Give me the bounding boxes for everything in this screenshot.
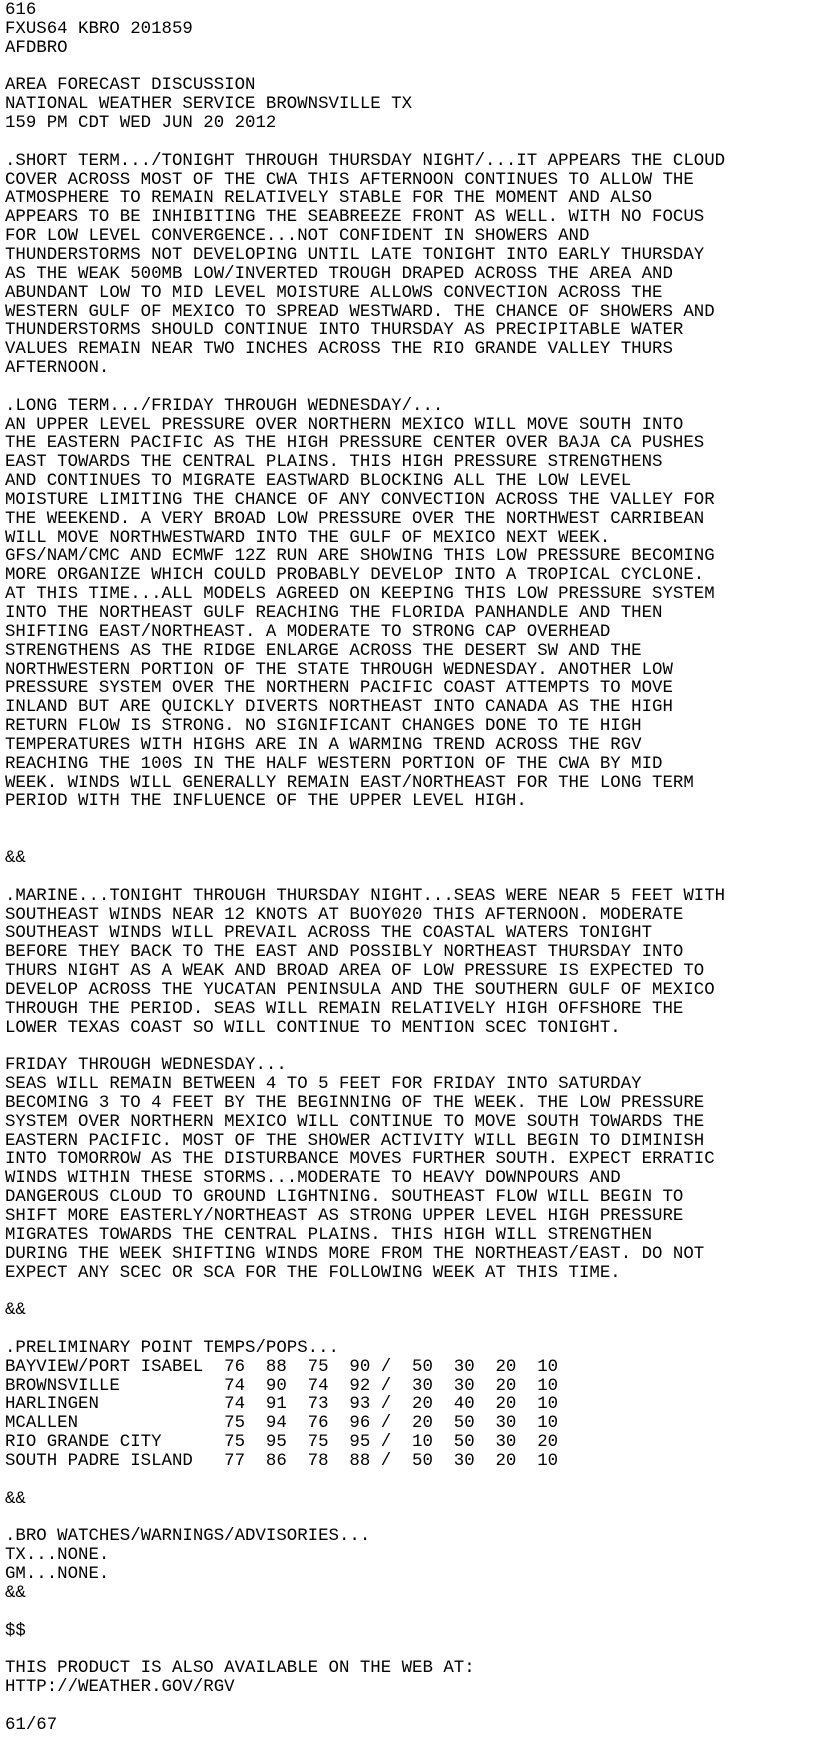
text-line: SHIFTING EAST/NORTHEAST. A MODERATE TO STRONG CAP OVERHEAD	[5, 622, 611, 642]
forecast-discussion-text	[5, 2, 837, 1736]
text-line: RIO GRANDE CITY 75 95 75 95 / 10 50 30 20	[5, 1433, 559, 1453]
text-line: APPEARS TO BE INHIBITING THE SEABREEZE FRONT AS WELL. WITH NO FOCUS	[5, 208, 705, 228]
text-line: 61/67	[5, 1715, 58, 1735]
text-line: MIGRATES TOWARDS THE CENTRAL PLAINS. THIS HIGH WILL STRENGTHEN	[5, 1225, 653, 1245]
text-line: THROUGH THE PERIOD. SEAS WILL REMAIN RELATIVELY HIGH OFFSHORE THE	[5, 999, 684, 1019]
text-line: EASTERN PACIFIC. MOST OF THE SHOWER ACTIVITY WILL BEGIN TO DIMINISH	[5, 1131, 705, 1151]
text-line: COVER ACROSS MOST OF THE CWA THIS AFTERNOON CONTINUES TO ALLOW THE	[5, 170, 694, 190]
text-line: AS THE WEAK 500MB LOW/INVERTED TROUGH DRAPED ACROSS THE AREA AND	[5, 264, 673, 284]
text-line: THURS NIGHT AS A WEAK AND BROAD AREA OF LOW PRESSURE IS EXPECTED TO	[5, 962, 705, 982]
text-line: VALUES REMAIN NEAR TWO INCHES ACROSS THE RIO GRANDE VALLEY THURS	[5, 340, 673, 360]
text-line: SOUTHEAST WINDS WILL PREVAIL ACROSS THE COASTAL WATERS TONIGHT	[5, 924, 653, 944]
text-line: &&	[5, 1301, 26, 1321]
blank-line	[5, 379, 837, 398]
text-line: DANGEROUS CLOUD TO GROUND LIGHTNING. SOUTHEAST FLOW WILL BEGIN TO	[5, 1188, 684, 1208]
text-line: MORE ORGANIZE WHICH COULD PROBABLY DEVELOP INTO A TROPICAL CYCLONE.	[5, 566, 705, 586]
blank-line	[5, 59, 837, 78]
text-line: AREA FORECAST DISCUSSION	[5, 76, 256, 96]
text-line: NORTHWESTERN PORTION OF THE STATE THROUGH WEDNESDAY. ANOTHER LOW	[5, 660, 673, 680]
blank-line	[5, 831, 837, 850]
text-line: .SHORT TERM.../TONIGHT THROUGH THURSDAY NIGHT/...IT APPEARS THE CLOUD	[5, 151, 726, 171]
text-line: AT THIS TIME...ALL MODELS AGREED ON KEEPING THIS LOW PRESSURE SYSTEM	[5, 585, 715, 605]
text-line: 159 PM CDT WED JUN 20 2012	[5, 114, 277, 134]
text-line: DURING THE WEEK SHIFTING WINDS MORE FROM THE NORTHEAST/EAST. DO NOT	[5, 1244, 705, 1264]
text-line: &&	[5, 1489, 26, 1509]
text-line: SOUTHEAST WINDS NEAR 12 KNOTS AT BUOY020 THIS AFTERNOON. MODERATE	[5, 905, 684, 925]
text-line: GFS/NAM/CMC AND ECMWF 12Z RUN ARE SHOWING THIS LOW PRESSURE BECOMING	[5, 547, 715, 567]
text-line: ATMOSPHERE TO REMAIN RELATIVELY STABLE FOR THE MOMENT AND ALSO	[5, 189, 653, 209]
blank-line	[5, 1698, 837, 1717]
text-line: AFTERNOON.	[5, 359, 110, 379]
text-line: .MARINE...TONIGHT THROUGH THURSDAY NIGHT...SEAS WERE NEAR 5 FEET WITH	[5, 886, 726, 906]
text-line: 616	[5, 1, 37, 20]
text-line: INLAND BUT ARE QUICKLY DIVERTS NORTHEAST INTO CANADA AS THE HIGH	[5, 698, 673, 718]
blank-line	[5, 1641, 837, 1660]
text-line: .BRO WATCHES/WARNINGS/ADVISORIES...	[5, 1527, 371, 1547]
text-line: MCALLEN 75 94 76 96 / 20 50 30 10	[5, 1414, 559, 1434]
text-line: WESTERN GULF OF MEXICO TO SPREAD WESTWARD. THE CHANCE OF SHOWERS AND	[5, 302, 715, 322]
text-line: NATIONAL WEATHER SERVICE BROWNSVILLE TX	[5, 95, 413, 115]
text-line: TX...NONE.	[5, 1546, 110, 1566]
text-line: FXUS64 KBRO 201859	[5, 19, 193, 39]
text-line: LOWER TEXAS COAST SO WILL CONTINUE TO MENTION SCEC TONIGHT.	[5, 1018, 621, 1038]
text-line: THUNDERSTORMS NOT DEVELOPING UNTIL LATE TONIGHT INTO EARLY THURSDAY	[5, 245, 705, 265]
text-line: DEVELOP ACROSS THE YUCATAN PENINSULA AND THE SOUTHERN GULF OF MEXICO	[5, 980, 715, 1000]
blank-line	[5, 1321, 837, 1340]
text-line: TEMPERATURES WITH HIGHS ARE IN A WARMING TREND ACROSS THE RGV	[5, 735, 642, 755]
text-line: GM...NONE.	[5, 1565, 110, 1585]
blank-line	[5, 1283, 837, 1302]
text-line: .PRELIMINARY POINT TEMPS/POPS...	[5, 1338, 339, 1358]
text-line: STRENGTHENS AS THE RIDGE ENLARGE ACROSS THE DESERT SW AND THE	[5, 641, 642, 661]
text-line: HARLINGEN 74 91 73 93 / 20 40 20 10	[5, 1395, 559, 1415]
text-line: SHIFT MORE EASTERLY/NORTHEAST AS STRONG UPPER LEVEL HIGH PRESSURE	[5, 1207, 684, 1226]
text-line: FRIDAY THROUGH WEDNESDAY...	[5, 1056, 287, 1076]
text-line: WEEK. WINDS WILL GENERALLY REMAIN EAST/NORTHEAST FOR THE LONG TERM	[5, 773, 694, 793]
text-line: THUNDERSTORMS SHOULD CONTINUE INTO THURSDAY AS PRECIPITABLE WATER	[5, 321, 684, 341]
text-line: HTTP://WEATHER.GOV/RGV	[5, 1678, 235, 1698]
blank-line	[5, 1472, 837, 1491]
text-line: WINDS WITHIN THESE STORMS...MODERATE TO HEAVY DOWNPOURS AND	[5, 1169, 621, 1189]
text-line: BAYVIEW/PORT ISABEL 76 88 75 90 / 50 30 20 10	[5, 1357, 559, 1377]
text-line: RETURN FLOW IS STRONG. NO SIGNIFICANT CHANGES DONE TO TE HIGH	[5, 717, 642, 737]
text-line: PERIOD WITH THE INFLUENCE OF THE UPPER LEVEL HIGH.	[5, 792, 527, 812]
text-line: BEFORE THEY BACK TO THE EAST AND POSSIBLY NORTHEAST THURSDAY INTO	[5, 943, 684, 963]
text-line: $$	[5, 1621, 26, 1641]
text-line: AFDBRO	[5, 38, 68, 58]
text-line: THIS PRODUCT IS ALSO AVAILABLE ON THE WEB AT:	[5, 1659, 475, 1679]
text-line: SOUTH PADRE ISLAND 77 86 78 88 / 50 30 20 10	[5, 1451, 559, 1471]
text-line: FOR LOW LEVEL CONVERGENCE...NOT CONFIDENT IN SHOWERS AND	[5, 227, 590, 247]
text-line: SEAS WILL REMAIN BETWEEN 4 TO 5 FEET FOR FRIDAY INTO SATURDAY	[5, 1075, 642, 1095]
blank-line	[5, 1038, 837, 1057]
text-line: SYSTEM OVER NORTHERN MEXICO WILL CONTINUE TO MOVE SOUTH TOWARDS THE	[5, 1112, 705, 1132]
text-line: BECOMING 3 TO 4 FEET BY THE BEGINNING OF THE WEEK. THE LOW PRESSURE	[5, 1093, 705, 1113]
text-line: EAST TOWARDS THE CENTRAL PLAINS. THIS HIGH PRESSURE STRENGTHENS	[5, 453, 663, 473]
blank-line	[5, 134, 837, 153]
blank-line	[5, 869, 837, 888]
text-line: THE WEEKEND. A VERY BROAD LOW PRESSURE OVER THE NORTHWEST CARRIBEAN	[5, 509, 705, 529]
text-line: .LONG TERM.../FRIDAY THROUGH WEDNESDAY/...	[5, 396, 444, 416]
blank-line	[5, 1510, 837, 1529]
text-line: &&	[5, 1583, 26, 1603]
text-line: REACHING THE 100S IN THE HALF WESTERN PORTION OF THE CWA BY MID	[5, 754, 663, 774]
text-line: MOISTURE LIMITING THE CHANCE OF ANY CONVECTION ACROSS THE VALLEY FOR	[5, 490, 715, 510]
text-line: BROWNSVILLE 74 90 74 92 / 30 30 20 10	[5, 1376, 559, 1396]
blank-line	[5, 812, 837, 831]
text-line: INTO TOMORROW AS THE DISTURBANCE MOVES FURTHER SOUTH. EXPECT ERRATIC	[5, 1150, 715, 1170]
text-line: AND CONTINUES TO MIGRATE EASTWARD BLOCKING ALL THE LOW LEVEL	[5, 472, 632, 492]
text-line: &&	[5, 848, 26, 868]
text-line: EXPECT ANY SCEC OR SCA FOR THE FOLLOWING WEEK AT THIS TIME.	[5, 1263, 621, 1283]
blank-line	[5, 1604, 837, 1623]
text-line: WILL MOVE NORTHWESTWARD INTO THE GULF OF MEXICO NEXT WEEK.	[5, 528, 611, 548]
text-line: AN UPPER LEVEL PRESSURE OVER NORTHERN MEXICO WILL MOVE SOUTH INTO	[5, 415, 684, 435]
text-line: ABUNDANT LOW TO MID LEVEL MOISTURE ALLOWS CONVECTION ACROSS THE	[5, 283, 663, 303]
text-line: THE EASTERN PACIFIC AS THE HIGH PRESSURE CENTER OVER BAJA CA PUSHES	[5, 434, 705, 454]
text-line: INTO THE NORTHEAST GULF REACHING THE FLORIDA PANHANDLE AND THEN	[5, 604, 663, 623]
text-line: PRESSURE SYSTEM OVER THE NORTHERN PACIFIC COAST ATTEMPTS TO MOVE	[5, 679, 673, 699]
